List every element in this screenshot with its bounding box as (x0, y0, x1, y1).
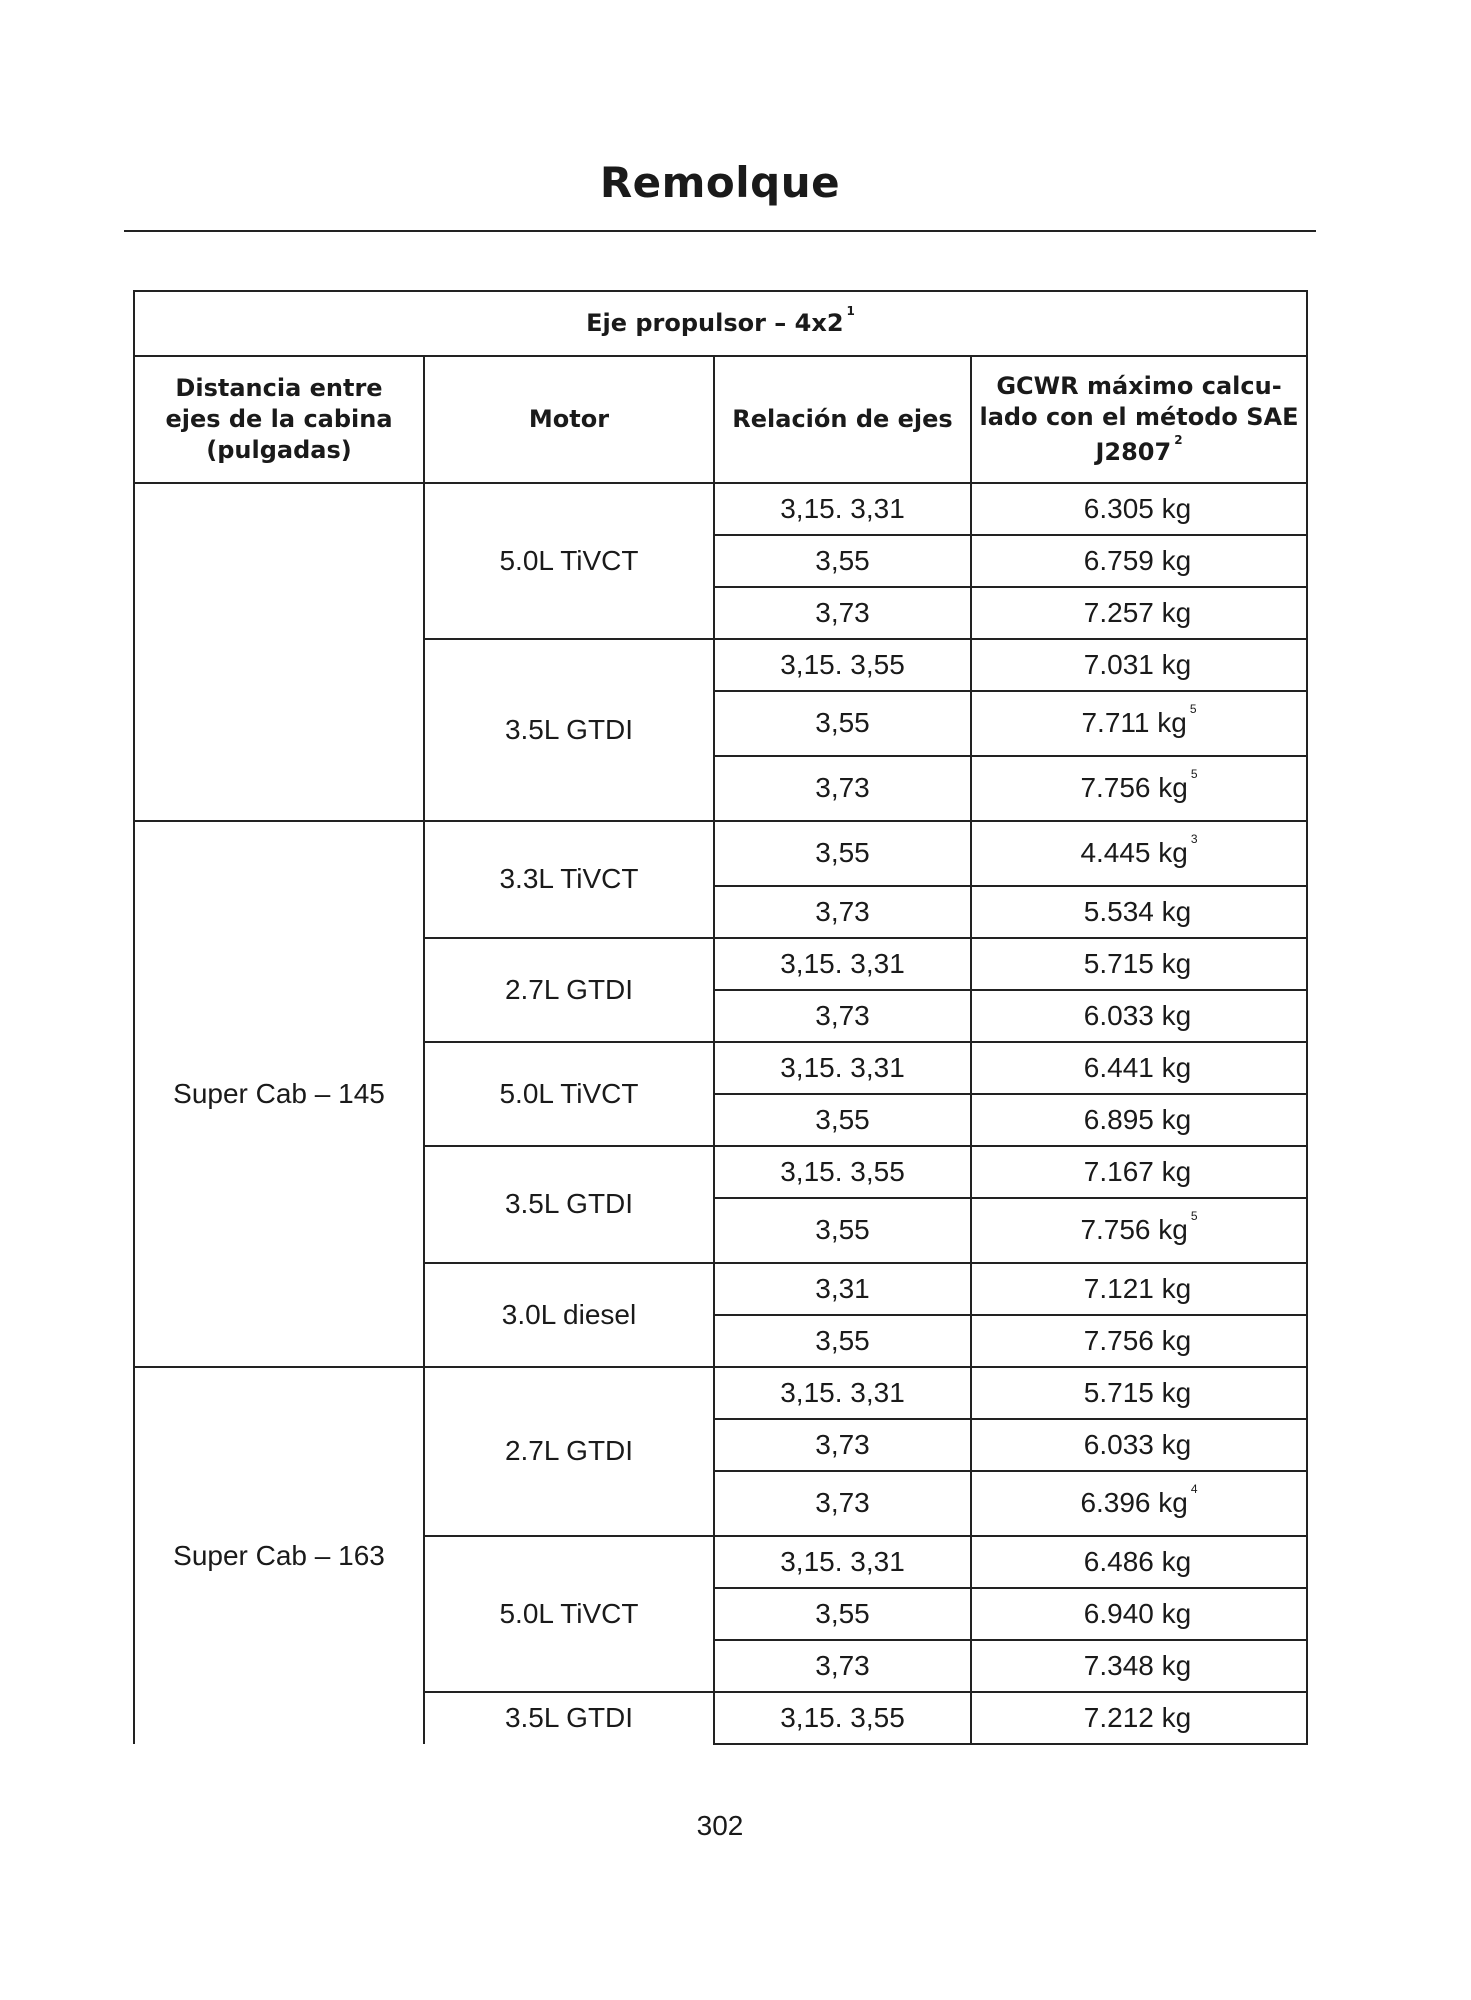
ratio-cell: 3,73 (714, 1640, 971, 1692)
header-engine: Motor (424, 356, 714, 483)
ratio-cell: 3,73 (714, 886, 971, 938)
table-caption (134, 291, 1307, 356)
gcwr-cell (971, 1367, 1307, 1419)
engine-cell: 3.5L GTDI (424, 1146, 714, 1263)
title-divider (124, 230, 1316, 232)
engine-cell: 3.5L GTDI (424, 639, 714, 821)
gcwr-value: 7.756 kg (1080, 772, 1188, 804)
cab-cell (134, 483, 424, 821)
gcwr-cell (971, 639, 1307, 691)
gcwr-value: 6.759 kg (1083, 544, 1192, 576)
cab-cell: Super Cab – 163 (134, 1367, 424, 1744)
gcwr-cell (971, 1588, 1307, 1640)
gcwr-value: 7.756 kg (1080, 1214, 1188, 1246)
engine-cell: 5.0L TiVCT (424, 1042, 714, 1146)
gcwr-value: 5.715 kg (1083, 1376, 1192, 1408)
header-gcwr-line1: GCWR máximo calcu- (996, 371, 1282, 400)
ratio-cell: 3,73 (714, 990, 971, 1042)
engine-cell: 5.0L TiVCT (424, 483, 714, 639)
gcwr-value: 7.212 kg (1083, 1701, 1192, 1733)
engine-cell: 2.7L GTDI (424, 1367, 714, 1536)
footnote-marker: 2 (1174, 433, 1183, 448)
ratio-cell: 3,15. 3,31 (714, 1536, 971, 1588)
table-caption-row (134, 291, 1307, 356)
ratio-cell: 3,31 (714, 1263, 971, 1315)
ratio-cell: 3,15. 3,31 (714, 1042, 971, 1094)
gcwr-cell (971, 990, 1307, 1042)
gcwr-cell (971, 1094, 1307, 1146)
gcwr-cell (971, 587, 1307, 639)
table-row (134, 821, 1307, 886)
gcwr-cell (971, 821, 1307, 886)
gcwr-cell (971, 691, 1307, 756)
gcwr-cell (971, 1263, 1307, 1315)
ratio-cell: 3,15. 3,31 (714, 938, 971, 990)
ratio-cell: 3,15. 3,55 (714, 639, 971, 691)
gcwr-value: 7.031 kg (1083, 648, 1192, 680)
cab-cell: Super Cab – 145 (134, 821, 424, 1367)
gcwr-table (133, 290, 1308, 1745)
gcwr-value: 6.396 kg (1080, 1487, 1188, 1519)
ratio-cell: 3,15. 3,55 (714, 1146, 971, 1198)
gcwr-value: 6.895 kg (1083, 1103, 1192, 1135)
ratio-cell: 3,15. 3,55 (714, 1692, 971, 1744)
gcwr-cell (971, 1042, 1307, 1094)
ratio-cell: 3,73 (714, 1419, 971, 1471)
gcwr-cell (971, 1198, 1307, 1263)
page-number: 302 (696, 1810, 744, 1841)
header-axle-ratio: Relación de ejes (714, 356, 971, 483)
gcwr-cell (971, 938, 1307, 990)
table-row (134, 483, 1307, 535)
footnote-marker: 4 (1190, 1482, 1198, 1497)
footnote-marker: 5 (1190, 767, 1198, 782)
gcwr-cell (971, 1419, 1307, 1471)
ratio-cell: 3,73 (714, 1471, 971, 1536)
gcwr-cell (971, 483, 1307, 535)
ratio-cell: 3,73 (714, 587, 971, 639)
engine-cell: 2.7L GTDI (424, 938, 714, 1042)
engine-cell: 3.0L diesel (424, 1263, 714, 1367)
gcwr-value: 6.033 kg (1083, 999, 1192, 1031)
gcwr-cell (971, 756, 1307, 821)
footnote-marker: 3 (1190, 832, 1198, 847)
ratio-cell: 3,55 (714, 821, 971, 886)
gcwr-cell (971, 535, 1307, 587)
gcwr-value: 4.445 kg (1080, 837, 1188, 869)
ratio-cell: 3,15. 3,31 (714, 1367, 971, 1419)
header-gcwr-line2: lado con el método SAE (979, 402, 1299, 431)
gcwr-cell (971, 1640, 1307, 1692)
footnote-marker: 5 (1190, 1209, 1198, 1224)
ratio-cell: 3,55 (714, 1315, 971, 1367)
header-gcwr-standard: J2807 (1095, 438, 1172, 467)
gcwr-value: 6.486 kg (1083, 1545, 1192, 1577)
gcwr-cell (971, 886, 1307, 938)
gcwr-value: 5.715 kg (1083, 947, 1192, 979)
table-header-row (134, 356, 1307, 483)
gcwr-cell (971, 1471, 1307, 1536)
engine-cell: 5.0L TiVCT (424, 1536, 714, 1692)
page-title: Remolque (599, 158, 841, 207)
caption-text: Eje propulsor – 4x2 (586, 308, 844, 337)
gcwr-value: 6.033 kg (1083, 1428, 1192, 1460)
gcwr-cell (971, 1146, 1307, 1198)
ratio-cell: 3,55 (714, 1588, 971, 1640)
footnote-marker: 1 (846, 303, 855, 318)
ratio-cell: 3,55 (714, 1198, 971, 1263)
ratio-cell: 3,73 (714, 756, 971, 821)
footnote-marker: 5 (1189, 702, 1197, 717)
gcwr-value: 7.711 kg (1081, 707, 1187, 739)
gcwr-value: 5.534 kg (1083, 895, 1192, 927)
engine-cell: 3.5L GTDI (424, 1692, 714, 1744)
ratio-cell: 3,55 (714, 691, 971, 756)
engine-cell: 3.3L TiVCT (424, 821, 714, 938)
header-gcwr-line3 (972, 433, 1306, 468)
table-row (134, 1367, 1307, 1419)
gcwr-value: 6.441 kg (1083, 1051, 1192, 1083)
gcwr-value: 6.940 kg (1083, 1597, 1192, 1629)
gcwr-cell (971, 1315, 1307, 1367)
gcwr-value: 7.121 kg (1083, 1272, 1192, 1304)
gcwr-value: 6.305 kg (1083, 492, 1192, 524)
gcwr-value: 7.348 kg (1083, 1649, 1192, 1681)
ratio-cell: 3,55 (714, 535, 971, 587)
gcwr-value: 7.756 kg (1083, 1324, 1192, 1356)
header-wheelbase: Distancia entre ejes de la cabina (pulgadas) (134, 356, 424, 483)
ratio-cell: 3,55 (714, 1094, 971, 1146)
gcwr-cell (971, 1692, 1307, 1744)
gcwr-value: 7.167 kg (1083, 1155, 1192, 1187)
header-gcwr (971, 356, 1307, 483)
ratio-cell: 3,15. 3,31 (714, 483, 971, 535)
gcwr-cell (971, 1536, 1307, 1588)
gcwr-value: 7.257 kg (1083, 596, 1192, 628)
